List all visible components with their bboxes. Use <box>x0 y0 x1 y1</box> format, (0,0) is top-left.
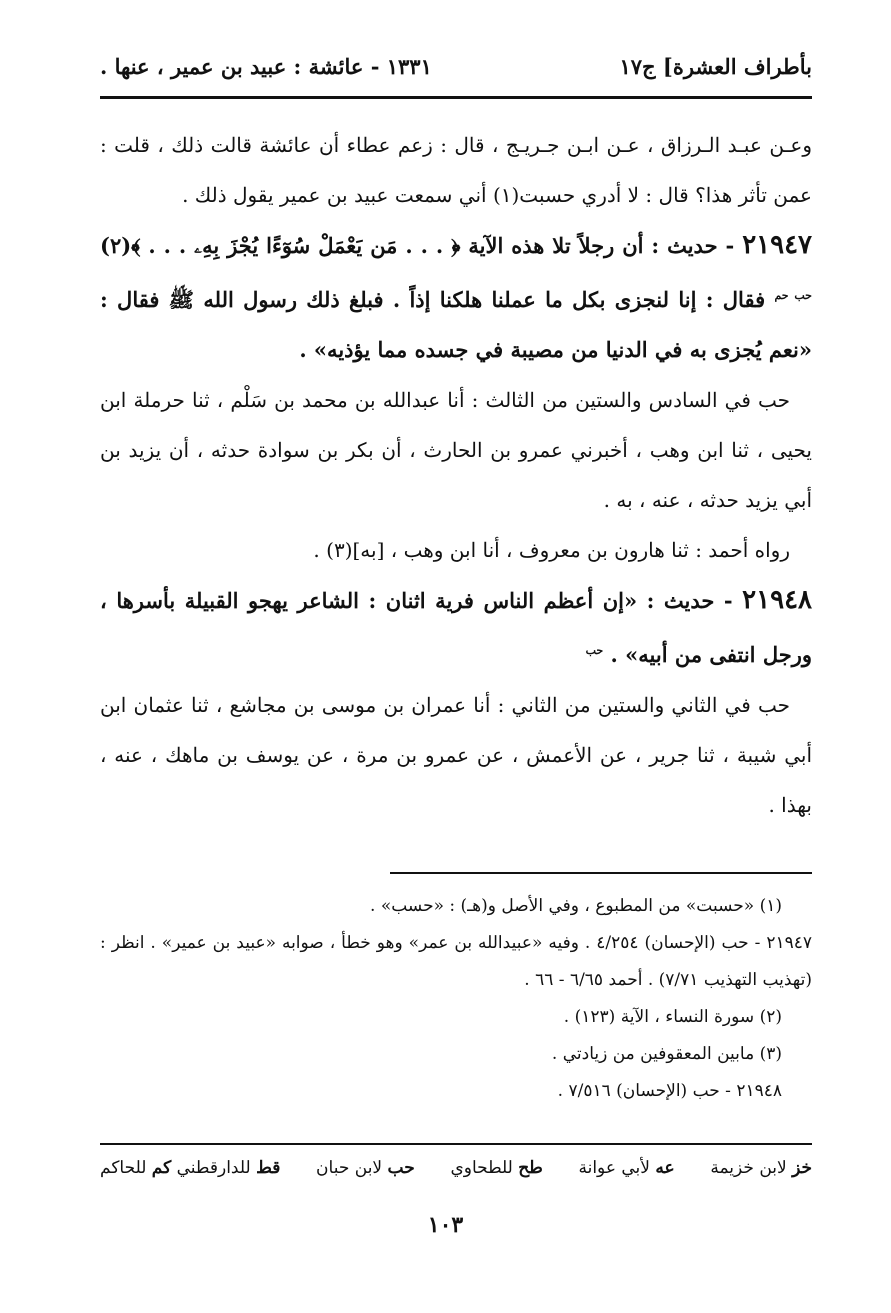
header-book-title: بأطراف العشرة] ج١٧ <box>619 54 812 79</box>
header-rule <box>100 96 812 99</box>
abbr-item: حب لابن حبان <box>316 1158 415 1178</box>
hadith-21948 <box>100 575 812 680</box>
footnote-1: (١) «حسبت» من المطبوع ، وفي الأصل و(هـ) : «حسب» . <box>370 896 782 916</box>
hadith-21947 <box>100 220 812 375</box>
abbr-item: خز لابن خزيمة <box>710 1158 812 1178</box>
abbr-item: قط للدارقطني كم للحاكم <box>100 1158 281 1178</box>
footnotes <box>100 888 812 1110</box>
footnote-21947: ٢١٩٤٧ - حب (الإحسان) ٤/٢٥٤ . وفيه «عبيدالله بن عمر» وهو خطأ ، صوابه «عبيد بن عمير» . انظر : (تهذيب التهذيب ٧/٧١) . أحمد ٦/٦٥ - ٦٦ . <box>100 933 812 990</box>
paragraph-chain-3: حب في الثاني والستين من الثاني : أنا عمران بن موسى بن مجاشع ، ثنا عثمان ابن أبي شيبة ، ثنا جرير ، عن الأعمش ، عن عمرو بن مرة ، عن يوسف بن ماهك ، عنه ، بهذا . <box>100 693 812 817</box>
hadith-number: ٢١٩٤٨ <box>742 585 812 615</box>
footnote-3: (٣) مابين المعقوفين من زيادتي . <box>551 1044 782 1064</box>
hadith-text: - حديث : «إن أعظم الناس فرية اثنان : الشاعر يهجو القبيلة بأسرها ، ورجل انتفى من أبيه» . <box>100 588 812 667</box>
abbr-item: عه لأبي عوانة <box>578 1158 675 1178</box>
paragraph-chain-1: وعـن عبـد الـرزاق ، عـن ابـن جـريـج ، قال : زعم عطاء أن عائشة قالت ذلك ، قلت : عمن تأثر هذا؟ قال : لا أدري حسبت(١) أني سمعت عبيد بن عمير يقول ذلك . <box>100 133 812 207</box>
abbreviation-key <box>100 1158 812 1178</box>
footnote-rule <box>390 872 812 874</box>
footnote-21948: ٢١٩٤٨ - حب (الإحسان) ٧/٥١٦ . <box>557 1081 782 1101</box>
hadith-heading: - حديث : أن رجلاً تلا هذه الآية ﴿ . . . مَن يَعْمَلْ سُوٓءًا يُجْزَ بِهِۦ . . . ﴾(٢) <box>100 233 735 258</box>
header-section-title: ١٣٣١ - عائشة : عبيد بن عمير ، عنها . <box>100 54 432 79</box>
running-header <box>100 54 812 84</box>
page-number: ١٠٣ <box>427 1212 464 1238</box>
main-text <box>100 120 812 830</box>
hadith-number: ٢١٩٤٧ <box>742 230 813 260</box>
source-marks: حب حم <box>774 289 812 302</box>
paragraph-ahmad: رواه أحمد : ثنا هارون بن معروف ، أنا ابن وهب ، [به](٣) . <box>313 538 790 562</box>
abbr-item: طح للطحاوي <box>450 1158 543 1178</box>
abbreviation-rule <box>100 1143 812 1145</box>
hadith-text: فقال : إنا لنجزى بكل ما عملنا هلكنا إذاً . فبلغ ذلك رسول الله ﷺ فقال : «نعم يُجزى به في الدنيا من مصيبة في جسده مما يؤذيه» . <box>100 287 812 362</box>
paragraph-chain-2: حب في السادس والستين من الثالث : أنا عبدالله بن محمد بن سَلْم ، ثنا حرملة ابن يحيى ، ثنا ابن وهب ، أخبرني عمرو بن الحارث ، أن بكر بن سوادة حدثه ، أن يزيد بن أبي يزيد حدثه ، عنه ، به . <box>100 388 812 512</box>
source-marks: حب <box>585 644 604 657</box>
footnote-2: (٢) سورة النساء ، الآية (١٢٣) . <box>563 1007 782 1027</box>
